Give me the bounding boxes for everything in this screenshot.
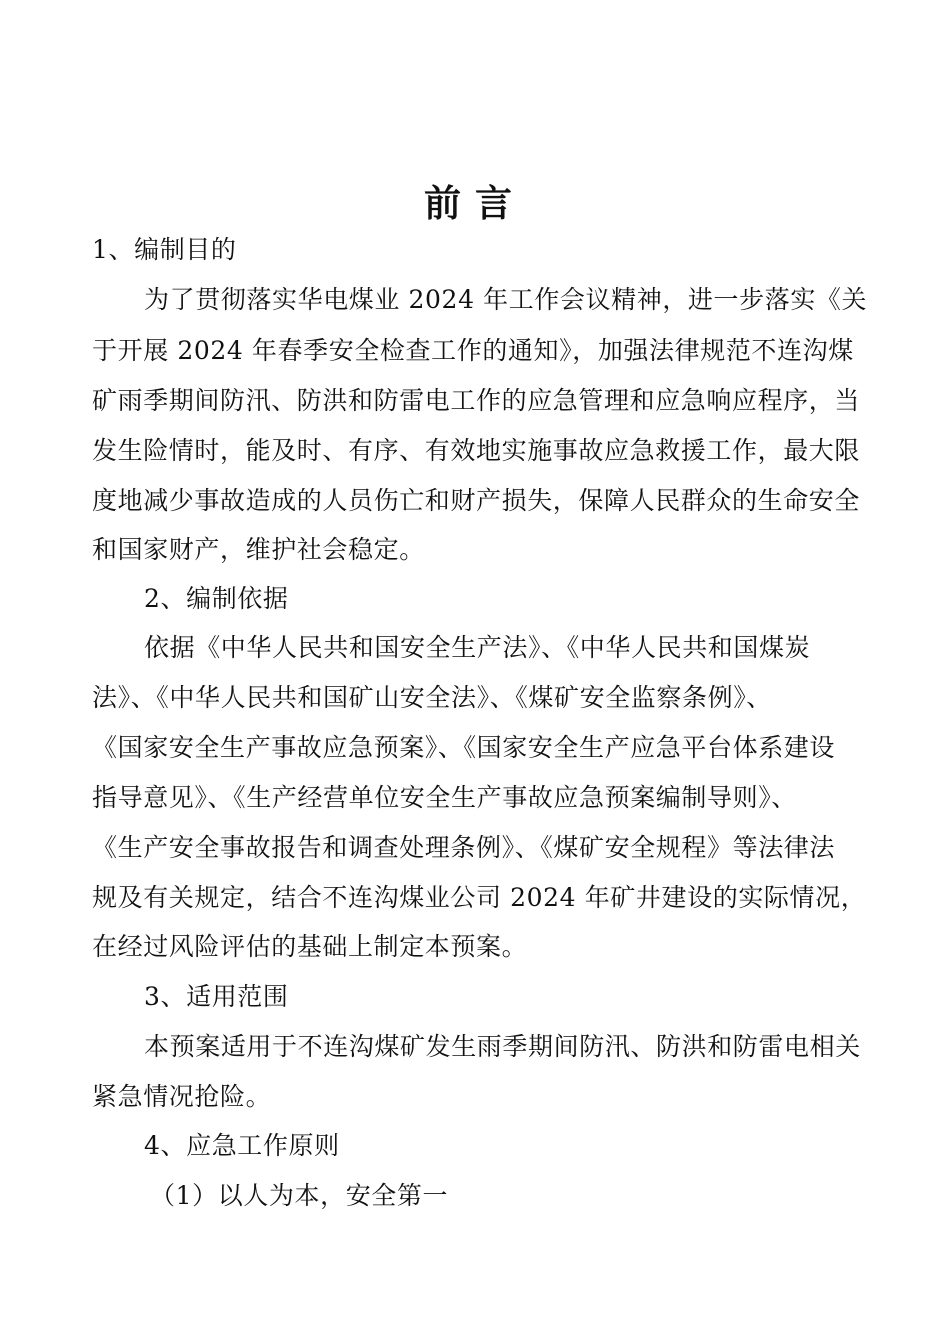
paragraph-line: 于开展 2024 年春季安全检查工作的通知》，加强法律规范不连沟煤 <box>92 336 854 365</box>
section-heading-scope: 3、适用范围 <box>144 982 289 1011</box>
paragraph-line: 矿雨季期间防汛、防洪和防雷电工作的应急管理和应急响应程序，当 <box>92 386 861 415</box>
paragraph-line: 在经过风险评估的基础上制定本预案。 <box>92 932 528 961</box>
paragraph-line: 紧急情况抢险。 <box>92 1082 272 1111</box>
principle-item: （1）以人为本，安全第一 <box>150 1181 449 1210</box>
paragraph-line: 依据《中华人民共和国安全生产法》、《中华人民共和国煤炭 <box>144 633 811 662</box>
page-title: 前言 <box>424 181 526 225</box>
paragraph-line: 和国家财产，维护社会稳定。 <box>92 535 425 564</box>
paragraph-line: 法》、《中华人民共和国矿山安全法》、《煤矿安全监察条例》、 <box>92 683 772 712</box>
paragraph-line: 《生产安全事故报告和调查处理条例》、《煤矿安全规程》等法律法 <box>92 833 836 862</box>
paragraph-line: 度地减少事故造成的人员伤亡和财产损失，保障人民群众的生命安全 <box>92 486 861 515</box>
section-heading-principles: 4、应急工作原则 <box>144 1131 340 1160</box>
paragraph-line: 指导意见》、《生产经营单位安全生产事故应急预案编制导则》、 <box>92 783 797 812</box>
paragraph-line: 《国家安全生产事故应急预案》、《国家安全生产应急平台体系建设 <box>92 733 836 762</box>
section-heading-purpose: 1、编制目的 <box>92 235 237 264</box>
paragraph-line: 本预案适用于不连沟煤矿发生雨季期间防汛、防洪和防雷电相关 <box>144 1032 861 1061</box>
paragraph-line: 发生险情时，能及时、有序、有效地实施事故应急救援工作，最大限 <box>92 436 861 465</box>
paragraph-line: 为了贯彻落实华电煤业 2024 年工作会议精神，进一步落实《关 <box>144 285 868 314</box>
paragraph-line: 规及有关规定，结合不连沟煤业公司 2024 年矿井建设的实际情况， <box>92 883 867 912</box>
section-heading-basis: 2、编制依据 <box>144 584 289 613</box>
